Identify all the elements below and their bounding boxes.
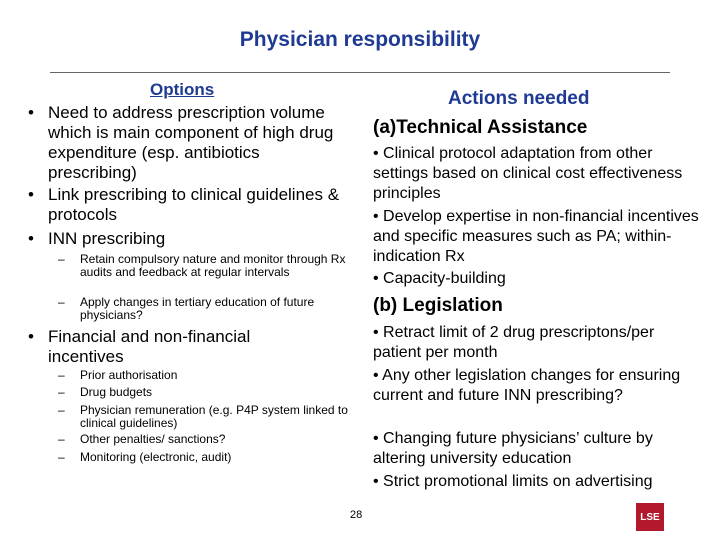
leg-item-3: • Changing future physicians’ culture by altering university education [373,430,653,467]
technical-assistance-title: (a)Technical Assistance [373,117,588,138]
leg-item-2: • Any other legislation changes for ensuring current and future INN prescribing? [373,367,681,404]
lse-logo: LSE [636,503,664,531]
bullet-dot: • [28,327,34,346]
title-divider [50,72,670,73]
inn-sub-text: Apply changes in tertiary education of future physicians? [80,295,315,322]
page-number: 28 [350,509,363,521]
options-bullet-text: INN prescribing [48,229,166,248]
tech-item-1: • Clinical protocol adaptation from other settings based on clinical cost effectiveness principles [373,145,683,202]
options-bullet-text: Link prescribing to clinical guidelines & protocols [48,185,340,224]
slide-title: Physician responsibility [239,28,481,51]
inn-sub-text: Retain compulsory nature and monitor through Rx audits and feedback at regular intervals [80,252,346,279]
leg-item-1: • Retract limit of 2 drug prescriptons/per patient per month [373,324,655,361]
options-heading: Options [150,80,215,99]
leg-item-4: • Strict promotional limits on advertising [373,473,653,490]
tech-item-3: • Capacity-building [373,270,506,287]
options-bullet-text: Financial and non-financial incentives [48,327,251,366]
bullet-dot: • [28,185,34,204]
options-bullet-text: Need to address prescription volume which is main component of high drug expenditure (esp. antibiotics prescribing) [48,103,334,182]
legislation-title: (b) Legislation [373,295,503,316]
actions-heading: Actions needed [448,88,590,109]
tech-item-2: • Develop expertise in non-financial incentives and specific measures such as PA; within-indication Rx [373,208,699,265]
bullet-dot: • [28,103,34,122]
bullet-dot: • [28,229,34,248]
